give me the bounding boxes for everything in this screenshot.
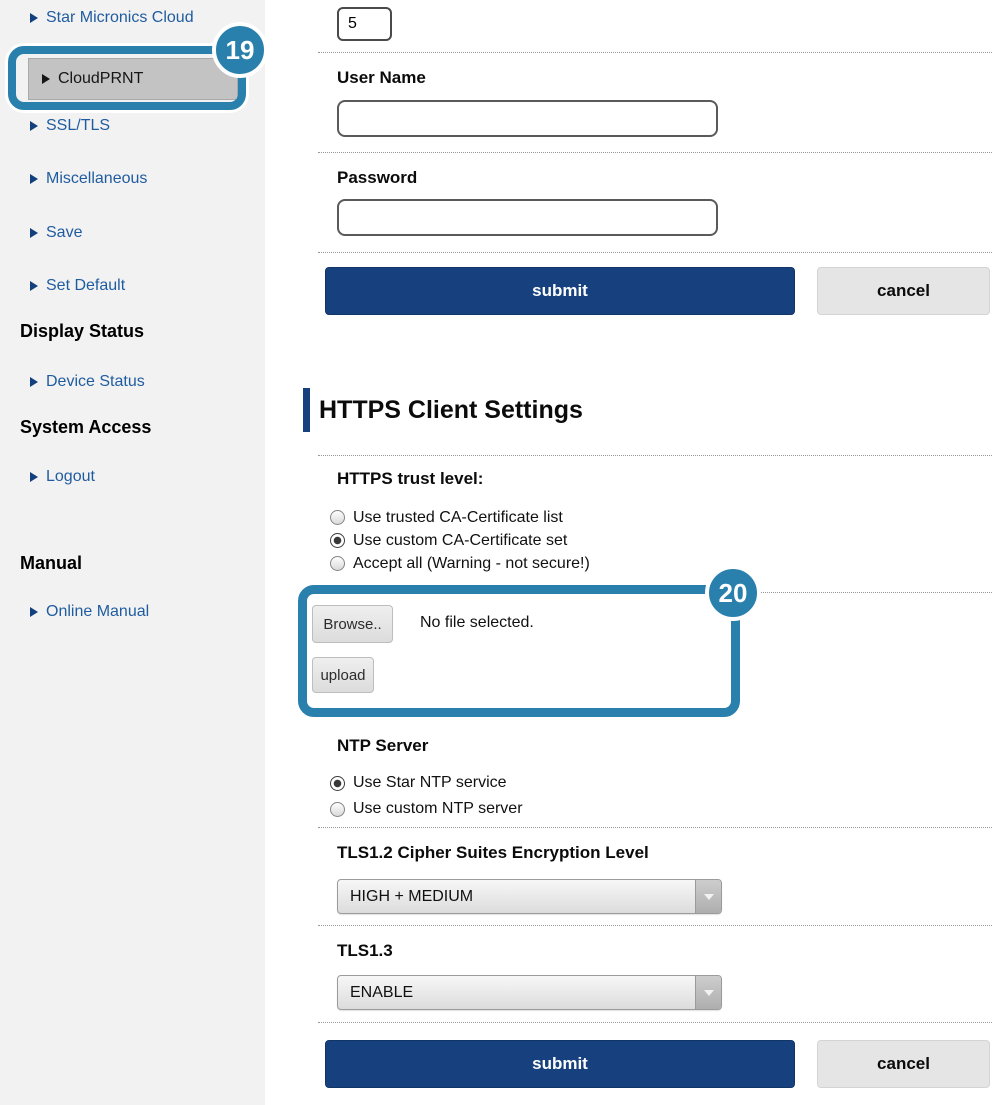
file-status-text: No file selected. bbox=[420, 614, 534, 631]
chevron-right-icon bbox=[30, 174, 38, 184]
radio-option-label: Use Star NTP service bbox=[353, 774, 507, 791]
chevron-right-icon bbox=[30, 281, 38, 291]
chevron-right-icon bbox=[30, 607, 38, 617]
sidebar-item-label: SSL/TLS bbox=[46, 117, 111, 134]
radio-button-icon[interactable] bbox=[330, 802, 345, 817]
radio-option-label: Accept all (Warning - not secure!) bbox=[353, 554, 590, 572]
tls12-cipher-select[interactable] bbox=[337, 879, 722, 914]
radio-option-accept-all[interactable] bbox=[330, 552, 590, 575]
tls12-cipher-label: TLS1.2 Cipher Suites Encryption Level bbox=[337, 843, 649, 862]
password-label: Password bbox=[337, 168, 418, 187]
main-content bbox=[265, 0, 1000, 1105]
tls13-select[interactable] bbox=[337, 975, 722, 1010]
sidebar-item-logout[interactable] bbox=[30, 467, 95, 487]
sidebar-item-star-micronics-cloud[interactable] bbox=[30, 8, 194, 28]
sidebar-item-device-status[interactable] bbox=[30, 372, 145, 392]
radio-option-custom-ca-set[interactable] bbox=[330, 529, 590, 552]
page-title: HTTPS Client Settings bbox=[319, 395, 583, 424]
dotted-divider bbox=[318, 592, 992, 593]
sidebar-item-label: Logout bbox=[46, 468, 95, 485]
dropdown-arrow-icon[interactable] bbox=[695, 976, 721, 1009]
ntp-server-label: NTP Server bbox=[337, 736, 429, 755]
sidebar-heading-display-status: Display Status bbox=[20, 321, 145, 341]
radio-button-icon[interactable] bbox=[330, 510, 345, 525]
sidebar-item-label: Set Default bbox=[46, 277, 126, 294]
https-trust-level-label: HTTPS trust level: bbox=[337, 469, 484, 488]
radio-option-star-ntp[interactable] bbox=[330, 770, 523, 796]
user-name-label: User Name bbox=[337, 68, 426, 87]
radio-option-custom-ntp[interactable] bbox=[330, 796, 523, 822]
sidebar-item-set-default[interactable] bbox=[30, 276, 125, 296]
https-trust-level-radio-group bbox=[330, 506, 590, 575]
annotation-badge-label: 19 bbox=[225, 34, 255, 65]
dotted-divider bbox=[318, 455, 992, 456]
select-value: HIGH + MEDIUM bbox=[350, 887, 474, 905]
browse-button[interactable]: Browse.. bbox=[312, 605, 393, 643]
section-title bbox=[303, 388, 583, 432]
sidebar-item-online-manual[interactable] bbox=[30, 602, 149, 622]
annotation-badge-20 bbox=[705, 565, 761, 621]
sidebar-item-cloudprnt[interactable] bbox=[28, 58, 238, 100]
ntp-server-radio-group bbox=[330, 770, 523, 822]
cancel-button[interactable]: cancel bbox=[817, 267, 990, 315]
sidebar-heading-manual: Manual bbox=[20, 553, 83, 573]
radio-option-label: Use trusted CA-Certificate list bbox=[353, 508, 563, 526]
password-input[interactable] bbox=[337, 199, 718, 236]
cancel-button[interactable]: cancel bbox=[817, 1040, 990, 1088]
sidebar-item-ssl-tls[interactable] bbox=[30, 116, 110, 136]
radio-option-label: Use custom NTP server bbox=[353, 800, 523, 817]
user-name-input[interactable] bbox=[337, 100, 718, 137]
sidebar-item-label: Save bbox=[46, 224, 83, 241]
dotted-divider bbox=[318, 152, 992, 153]
dotted-divider bbox=[318, 52, 992, 53]
dotted-divider bbox=[318, 252, 992, 253]
dropdown-arrow-icon[interactable] bbox=[695, 880, 721, 913]
sidebar-heading-system-access: System Access bbox=[20, 417, 152, 437]
radio-option-trusted-ca-list[interactable] bbox=[330, 506, 590, 529]
sidebar-nav bbox=[0, 0, 265, 1105]
upload-button[interactable]: upload bbox=[312, 657, 374, 693]
chevron-right-icon bbox=[30, 377, 38, 387]
tls13-label: TLS1.3 bbox=[337, 941, 393, 960]
sidebar-item-label: Online Manual bbox=[46, 603, 150, 620]
radio-button-selected-icon[interactable] bbox=[330, 533, 345, 548]
chevron-right-icon bbox=[30, 121, 38, 131]
radio-button-icon[interactable] bbox=[330, 556, 345, 571]
chevron-right-icon bbox=[30, 13, 38, 23]
select-value: ENABLE bbox=[350, 983, 414, 1001]
dotted-divider bbox=[318, 827, 992, 828]
annotation-badge-label: 20 bbox=[718, 577, 748, 608]
dotted-divider bbox=[318, 1022, 992, 1023]
sidebar-item-label: Star Micronics Cloud bbox=[46, 9, 194, 26]
heading-accent-bar bbox=[303, 388, 310, 432]
chevron-right-icon bbox=[42, 74, 50, 84]
chevron-right-icon bbox=[30, 228, 38, 238]
radio-button-selected-icon[interactable] bbox=[330, 776, 345, 791]
sidebar-item-label: Miscellaneous bbox=[46, 170, 148, 187]
submit-button[interactable]: submit bbox=[325, 267, 795, 315]
radio-option-label: Use custom CA-Certificate set bbox=[353, 531, 568, 549]
chevron-right-icon bbox=[30, 472, 38, 482]
sidebar-item-save[interactable] bbox=[30, 223, 82, 243]
sidebar-item-label: CloudPRNT bbox=[58, 70, 144, 87]
sidebar-item-miscellaneous[interactable] bbox=[30, 169, 147, 189]
dotted-divider bbox=[318, 925, 992, 926]
top-number-input[interactable] bbox=[337, 7, 392, 41]
submit-button[interactable]: submit bbox=[325, 1040, 795, 1088]
sidebar-item-label: Device Status bbox=[46, 373, 145, 390]
